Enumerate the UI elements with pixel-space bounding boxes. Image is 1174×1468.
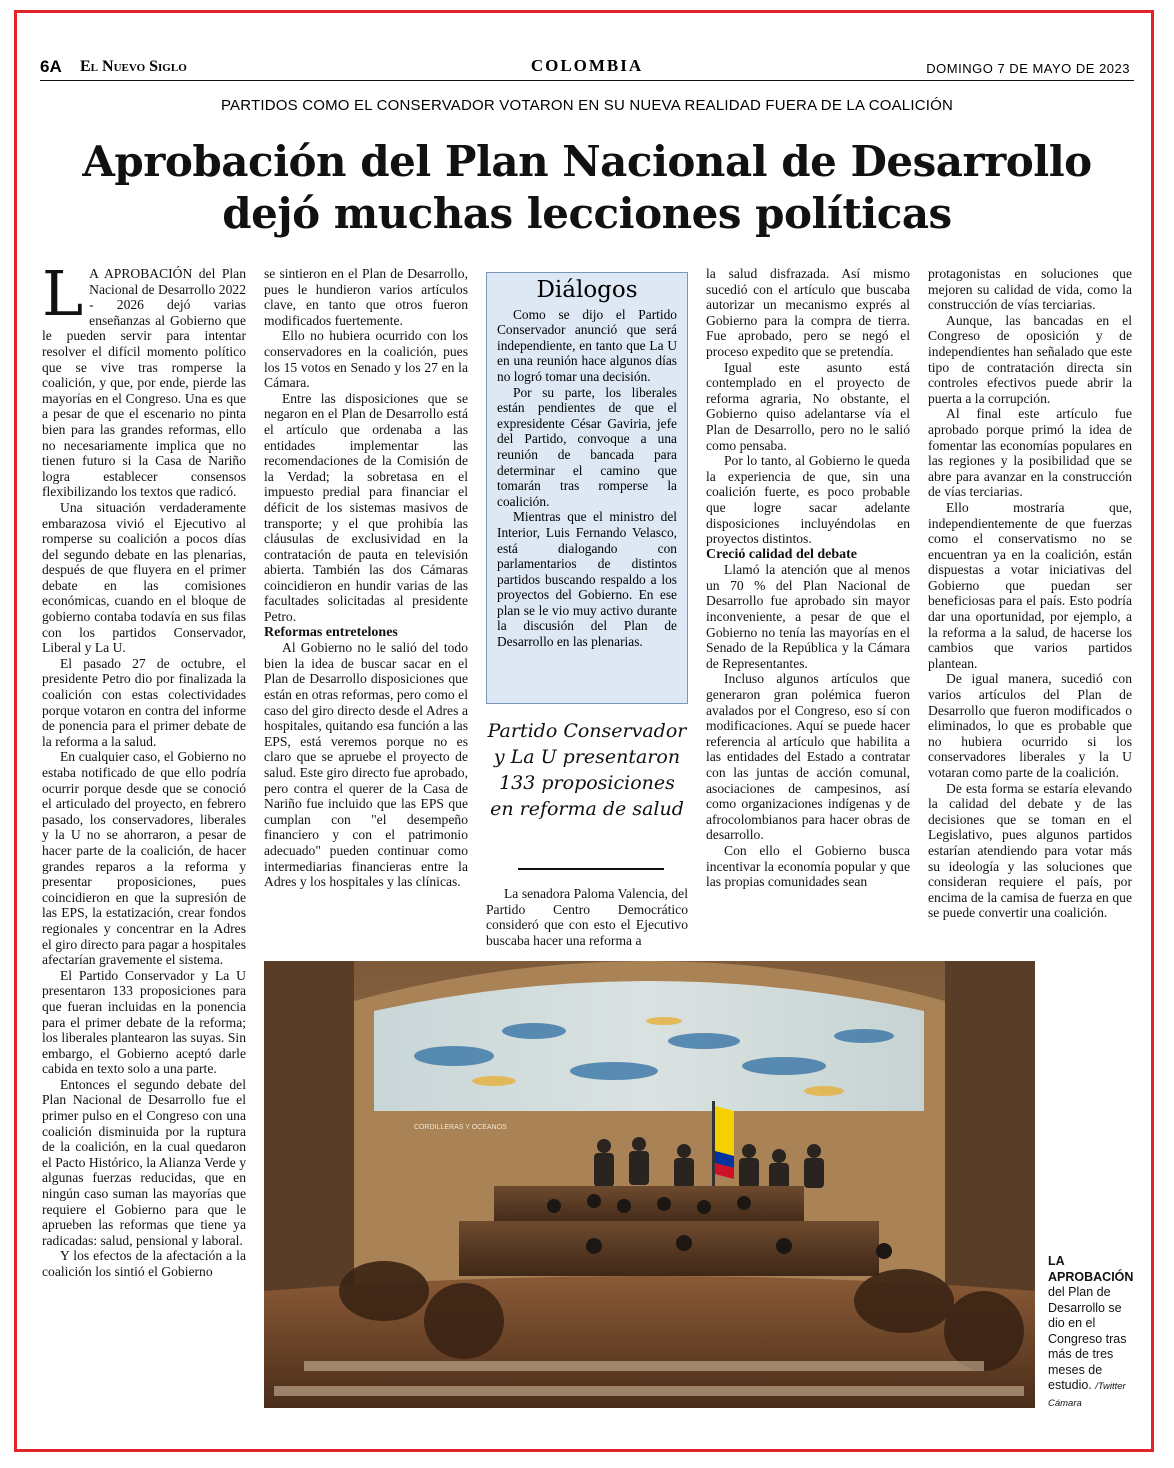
article-column-3: [486, 886, 688, 948]
article-paragraph: Por lo tanto, al Gobierno le queda la experiencia de que, sin una coalición fuerte, es poco probable que logre sacar adelante disposiciones incluyéndolas en proyectos distintos.: [706, 453, 910, 547]
congress-photo: [264, 961, 1035, 1408]
subhead: Creció calidad del debate: [706, 546, 858, 562]
sidebar-paragraph: Como se dijo el Partido Conservador anunció que será independiente, en tanto que La U en una reunión hace algunos días no logró tomar una decisión.: [497, 306, 677, 384]
sidebar-box: [486, 272, 688, 704]
article-column-4: [706, 266, 910, 890]
sidebar-paragraph: Por su parte, los liberales están pendientes de que el expresidente César Gaviria, jefe del Partido, convoque a una reunión de bancada para determinar el camino que tomarán tras romperse la coalición.: [497, 384, 677, 509]
article-column-5: [928, 266, 1132, 921]
article-paragraph: la salud disfrazada. Así mismo sucedió con el artículo que buscaba autorizar un mecanismo exprés al Gobierno para la compra de tierra. Fue aprobado, pero se negó el proceso expedito que se pretendía.: [706, 266, 910, 359]
headline-line-2: dejó muchas lecciones políticas: [222, 189, 952, 238]
article-paragraph: Ello no hubiera ocurrido con los conservadores en la coalición, pues los 15 votos en Senado y los 27 en la Cámara.: [264, 328, 468, 391]
article-paragraph: Y los efectos de la afectación a la coalición los sintió el Gobierno: [42, 1248, 246, 1279]
article-paragraph: Una situación verdaderamente embarazosa vivió el Ejecutivo al romperse su coalición a pocos días del segundo debate en las plenarias, después de que fluyera en el primer debate en las comisiones económicas, cuando en el bloque de gobierno contaba todavía en sus filas con los partidos Conservador, Liberal y La U.: [42, 499, 246, 656]
article-paragraph: La senadora Paloma Valencia, del Partido Centro Democrático consideró que con esto el Ejecutivo buscaba hacer una reforma a: [486, 886, 688, 948]
pull-quote-rule: [518, 868, 664, 870]
pull-quote: Partido Conservador y La U presentaron 133 proposiciones en reforma de salud: [487, 720, 687, 820]
subhead: Reformas entretelones: [264, 624, 398, 640]
sidebar-paragraph: Mientras que el ministro del Interior, Luis Fernando Velasco, está dialogando con parlamentarios de distintos partidos buscando respaldo a los proyectos del Gobierno. En ese plan se le vio muy activo durante la discusión del Plan de Desarrollo en las plenarias.: [497, 509, 677, 650]
caption-lead: LA APROBACIÓN: [1048, 1254, 1134, 1284]
article-paragraph: se sintieron en el Plan de Desarrollo, pues le hundieron varios artículos clave, en tanto que otros fueron modificados fuertemente.: [264, 266, 468, 328]
article-paragraph: De esta forma se estaría elevando la calidad del debate y de las decisiones que se toman en el Legislativo, pues algunos partidos estarían atendiendo para votar más su ideología y las soluciones que consideran requiere el país, por encima de la camisa de fuerza en que se puede convertir una coalición.: [928, 780, 1132, 921]
article-paragraph: Con ello el Gobierno busca incentivar la economía popular y que las propias comunidades sean: [706, 842, 910, 890]
photo-credit: /Twitter Cámara: [1048, 1381, 1126, 1409]
article-paragraph: Ello mostraría que, independientemente de que fuerzas como el conservatismo no se encuentran ya en la coalición, están dispuestas a votar iniciativas del Gobierno que puedan ser beneficiosas para el país. Esto podría dar una oportunidad, por ejemplo, a la reforma a la salud, de hacerse los cambios que varios partidos plantean.: [928, 499, 1132, 671]
article-paragraph: Llamó la atención que al menos un 70 % del Plan Nacional de Desarrollo fue aprobado sin mayor inconveniente, a pesar de que el Gobierno no tenía las mayorías en el Senado de la República y la Cámara de Representantes.: [706, 562, 910, 671]
caption-text: del Plan de Desarrollo se dio en el Congreso tras más de tres meses de estudio.: [1048, 1285, 1127, 1392]
article-paragraph: El pasado 27 de octubre, el presidente Petro dio por finalizada la coalición con estas colectividades porque votaron en contra del informe de ponencia para el primer debate de la reforma a la salud.: [42, 655, 246, 749]
drop-cap: L: [42, 257, 84, 330]
mural-caption: CORDILLERAS Y OCEANOS: [414, 1124, 507, 1131]
article-paragraph: Igual este asunto está contemplado en el proyecto de reforma agraria, No obstante, el Gobierno quiso adelantarse vía el Plan de Desarrollo, pero no le salió como pensaba.: [706, 359, 910, 453]
article-paragraph: El Partido Conservador y La U presentaron 133 proposiciones para que fueran incluidas en la ponencia para el primer debate de la reforma; los liberales plantearon las suyas. Sin embargo, el Gobierno aceptó darle cabida en texto solo a una parte.: [42, 967, 246, 1077]
photo-caption: [1048, 1254, 1138, 1411]
article-paragraph: Al Gobierno no le salió del todo bien la idea de buscar sacar en el Plan de Desarrollo disposiciones que están en otras reformas, pero como el caso del giro directo desde el Adres a hospitales, quitando esa función a las EPS, está veremos porque no es claro que se apruebe el proyecto de salud. Este giro directo fue aprobado, pero contra el querer de la Casa de Nariño fue incluido que las EPS que cumplan con "el desempeño financiero y con el patrimonio adecuado" pueden continuar como intermediarias financieras entre la Adres y los hospitales y las clínicas.: [264, 640, 468, 890]
article-paragraph: Entre las disposiciones que se negaron en el Plan de Desarrollo está el artículo que ordenaba a las entidades implementar las recomendaciones de la Comisión de la Verdad; la sobretasa en el impuesto predial para financiar el déficit de los sistemas masivos de transporte; y el que prohibía las cláusulas de exclusividad en la contratación de pauta en televisión abierta. También las dos Cámaras coincidieron en hundir varias de las facultades solicitadas al presidente Petro.: [264, 390, 468, 625]
kicker: PARTIDOS COMO EL CONSERVADOR VOTARON EN SU NUEVA REALIDAD FUERA DE LA COALICIÓN: [220, 97, 954, 114]
article-paragraph: En cualquier caso, el Gobierno no estaba notificado de que ello podría ocurrir porque desde que se conoció el articulado del proyecto, en febrero pasado, los conservadores, liberales y la U no se ahorraron, a pesar de hacer parte de la coalición, de hacer grandes reparos a la reforma y presentar proposiciones, pues coincidieron en que la supresión de las EPS, la estatización, crear fondos regionales y concentrar en la Adres el giro directo para pagar a hospitales afectarían gravemente el sistema.: [42, 749, 246, 968]
page-number: 6A: [40, 57, 62, 76]
header-rule: [40, 80, 1134, 81]
article-paragraph: protagonistas en soluciones que mejoren su calidad de vida, como la construcción de vías terciarias.: [928, 266, 1132, 313]
article-paragraph: Entonces el segundo debate del Plan Nacional de Desarrollo fue el primer pulso en el Congreso con una coalición disminuida por la ruptura de la coalición, en la cual quedaron el Pacto Histórico, la Alianza Verde y algunas fuerzas reducidas, que en ningún caso suman las mayorías que requiere el Gobierno para que le aprueben las reformas que tiene ya radicadas: salud, pensional y laboral.: [42, 1076, 246, 1248]
issue-date: DOMINGO 7 DE MAYO DE 2023: [926, 61, 1130, 76]
section-title: COLOMBIA: [530, 56, 644, 75]
article-paragraph: Incluso algunos artículos que generaron gran polémica fueron avalados por el Congreso, eso sí con modificaciones. Aquí se puede hacer referencia al artículo que habilita a las entidades del Estado a contratar con las juntas de acción comunal, asociaciones de campesinos, así como organizaciones indígenas y de afrocolombianos para hacer obras de desarrollo.: [706, 671, 910, 843]
article-paragraph: Aunque, las bancadas en el Congreso de oposición y de independientes han señalado que este tipo de contratación directa sin controles efectivos puede abrir la puerta a la corrupción.: [928, 312, 1132, 406]
headline: [40, 136, 1134, 240]
article-paragraph: De igual manera, sucedió con varios artículos del Plan de Desarrollo que fueron modificados o eliminados, lo que es probable que no hubiera ocurrido si los conservadores liberales y la U votaran como parte de la coalición.: [928, 671, 1132, 780]
article-column-1: [42, 257, 246, 1280]
article-paragraph: L A APROBACIÓN del Plan Nacional de Desarrollo 2022 - 2026 dejó varias enseñanzas al Gobierno que le pueden servir para intentar resolver el difícil momento político que se vive tras romperse la coalición, y que, por ende, pierde las mayorías en el Congreso. Una es que a pesar de que el escenario no pinta bien para las grandes reformas, ello no necesariamente implica que no tienen futuro si la Casa de Nariño logra establecer consensos flexibilizando los textos que radicó.: [42, 257, 246, 500]
article-column-2: [264, 266, 468, 890]
headline-line-1: Aprobación del Plan Nacional de Desarrollo: [82, 137, 1092, 186]
article-paragraph: Al final este artículo fue aprobado porque primó la idea de fomentar las economías populares en las regiones y la posibilidad que se abre para avanzar en la construcción de vías terciarias.: [928, 406, 1132, 500]
sidebar-title: Diálogos: [536, 277, 638, 303]
newspaper-name: El Nuevo Siglo: [80, 58, 187, 75]
